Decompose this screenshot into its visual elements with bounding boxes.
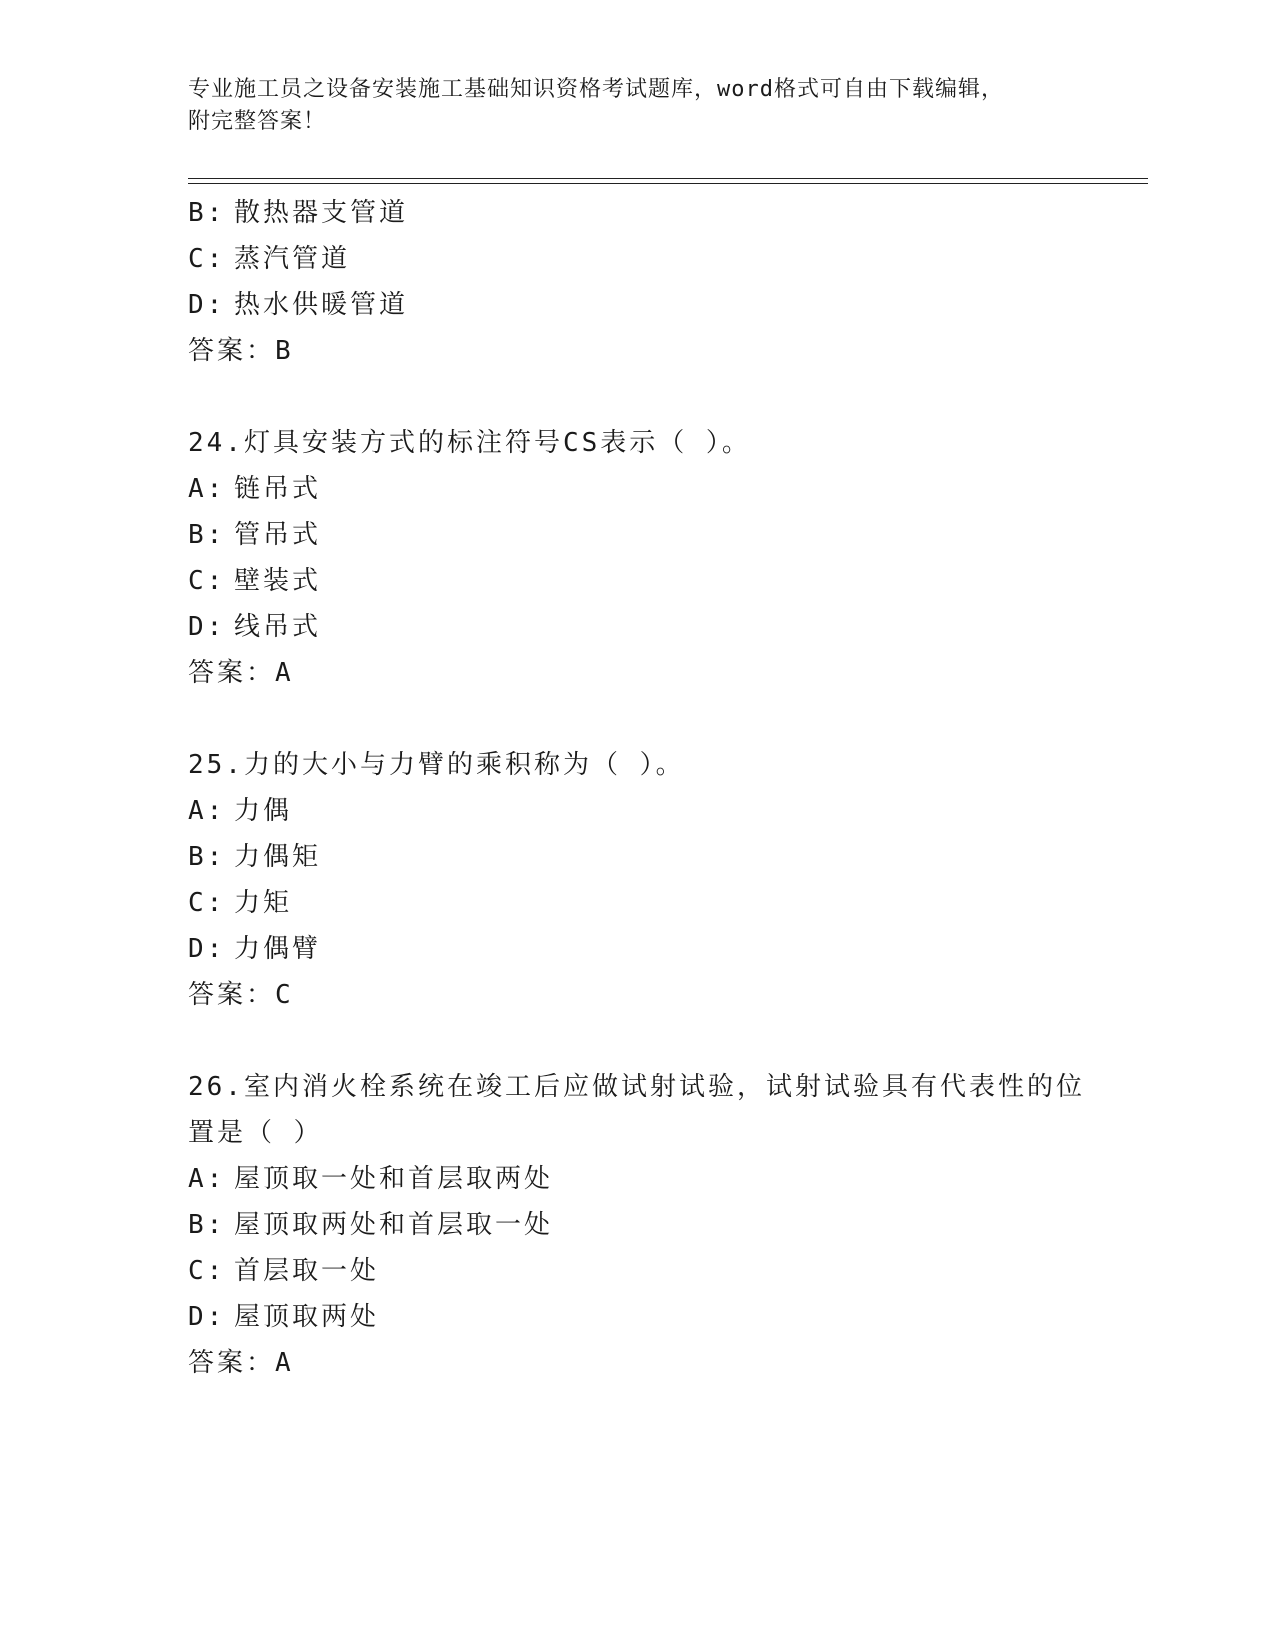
question-text-line-1: 26.室内消火栓系统在竣工后应做试射试验，试射试验具有代表性的位 — [188, 1072, 1085, 1102]
option-c — [188, 558, 1088, 604]
option-text: 力矩 — [234, 888, 293, 918]
option-label: B: — [188, 1210, 226, 1240]
option-text: 线吊式 — [234, 612, 322, 642]
option-text: 力偶臂 — [234, 934, 322, 964]
option-label: A: — [188, 474, 226, 504]
option-text: 链吊式 — [234, 474, 322, 504]
option-a — [188, 1156, 1088, 1202]
option-label: B: — [188, 842, 226, 872]
option-text: 屋顶取两处和首层取一处 — [234, 1210, 554, 1240]
spacer — [188, 1018, 1088, 1064]
option-b — [188, 1202, 1088, 1248]
option-b — [188, 512, 1088, 558]
option-label: C: — [188, 888, 226, 918]
option-label: B: — [188, 198, 226, 228]
option-text: 屋顶取两处 — [234, 1302, 380, 1332]
option-label: A: — [188, 796, 226, 826]
option-b — [188, 190, 1088, 236]
option-label: A: — [188, 1164, 226, 1194]
option-text: 壁装式 — [234, 566, 322, 596]
header-line-2: 附完整答案！ — [188, 109, 327, 134]
option-label: C: — [188, 566, 226, 596]
document-header — [188, 74, 1068, 138]
option-text: 力偶 — [234, 796, 293, 826]
header-line-1: 专业施工员之设备安装施工基础知识资格考试题库，word格式可自由下载编辑， — [188, 77, 1004, 102]
option-d — [188, 1294, 1088, 1340]
option-b — [188, 834, 1088, 880]
spacer — [188, 374, 1088, 420]
option-d — [188, 604, 1088, 650]
option-text: 散热器支管道 — [234, 198, 409, 228]
header-divider-bottom — [188, 183, 1148, 184]
question-25 — [188, 742, 1088, 1018]
option-text: 首层取一处 — [234, 1256, 380, 1286]
option-label: D: — [188, 934, 226, 964]
option-c — [188, 880, 1088, 926]
question-list — [188, 190, 1088, 1386]
answer-line: 答案：A — [188, 1348, 294, 1378]
answer-line: 答案：B — [188, 336, 294, 366]
spacer — [188, 696, 1088, 742]
option-text: 屋顶取一处和首层取两处 — [234, 1164, 554, 1194]
option-text: 热水供暖管道 — [234, 290, 409, 320]
question-23-continued — [188, 190, 1088, 374]
option-a — [188, 788, 1088, 834]
option-label: D: — [188, 1302, 226, 1332]
option-text: 蒸汽管道 — [234, 244, 351, 274]
header-divider-top — [188, 178, 1148, 179]
option-text: 力偶矩 — [234, 842, 322, 872]
option-a — [188, 466, 1088, 512]
question-24 — [188, 420, 1088, 696]
answer-line: 答案：C — [188, 980, 294, 1010]
question-26 — [188, 1064, 1088, 1386]
option-label: C: — [188, 1256, 226, 1286]
option-c — [188, 1248, 1088, 1294]
option-d — [188, 926, 1088, 972]
option-label: B: — [188, 520, 226, 550]
question-text: 24.灯具安装方式的标注符号CS表示（ ）。 — [188, 428, 751, 458]
option-d — [188, 282, 1088, 328]
option-label: D: — [188, 612, 226, 642]
question-text-line-2: 置是（ ） — [188, 1118, 323, 1148]
option-text: 管吊式 — [234, 520, 322, 550]
option-label: C: — [188, 244, 226, 274]
question-text: 25.力的大小与力臂的乘积称为（ ）。 — [188, 750, 685, 780]
option-label: D: — [188, 290, 226, 320]
answer-line: 答案：A — [188, 658, 294, 688]
option-c — [188, 236, 1088, 282]
